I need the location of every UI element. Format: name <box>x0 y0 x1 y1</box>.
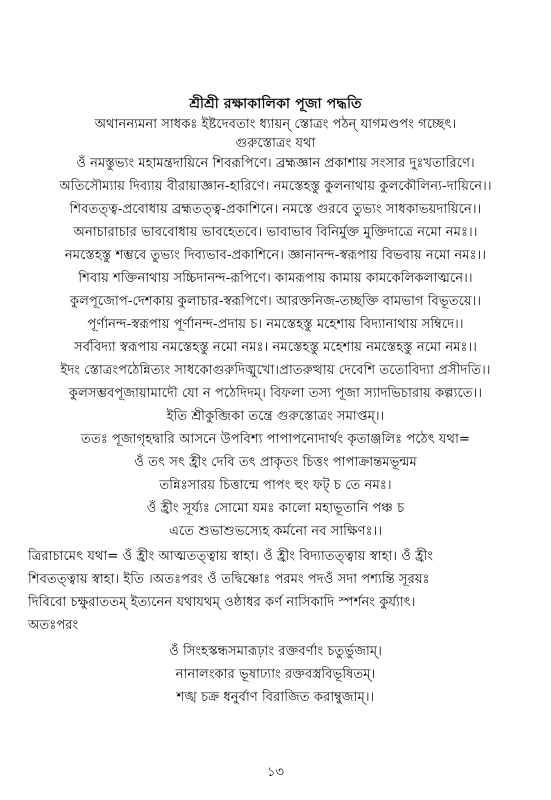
stotra-verse: কুলপূজোপ-দেশকায় কুলাচার-স্বরূপিণে। আরক্তনিজ-তচ্ছক্তি বামভাগ বিভূতয়ে।। <box>69 294 482 309</box>
stotra-verse: পূর্ণানন্দ-স্বরূপায় পূর্ণানন্দ-প্রদায় চ। নমস্তেহস্তু মহেশায় বিদ্যানাথায় সম্বিদে।। <box>87 317 464 332</box>
stotra-verse: শিবতত্ত্ব-প্রবোধায় ব্রহ্মতত্ত্ব-প্রকাশিনে। নমস্তে গুরবে তুভ্যং সাধকাভয়দায়িনে।। <box>69 202 482 217</box>
achamana-line: শিবতত্ত্বায় স্বাহা। ইতি ।অতঃপরং ওঁ তদ্বিষ্ণোঃ পরমং পদওঁ সদা পশ্যন্তি সূরয়ঃ <box>28 572 430 587</box>
asana-mantra-line: এতে শুভাশুভস্যেহ কর্মনো নব সাক্ষিণঃ।। <box>168 524 383 539</box>
stotra-verse: সর্ববিদ্যা স্বরূপায় নমস্তেহস্তু নমো নমঃ। নমস্তেহস্তু মহেশায় নমস্তেহস্তু নমো নমঃ।। <box>74 340 477 355</box>
page-number: ১৩ <box>267 765 284 780</box>
dhyana-line: শঙ্খ চক্র ধনুর্বাণ বিরাজিত করাম্বুজাম্।। <box>176 690 375 705</box>
stotra-verse: অনাচারাচার ভাববোধায় ভাবহেতবে। ভাবাভাব বিনির্মুক্ত মুক্তিদাত্রে নমো নমঃ।। <box>73 225 478 240</box>
stotra-verse: কুলসম্ভবপূজায়ামাদৌ যো ন পঠেদিদম্। বিফলা তস্য পূজা স্যাদভিচারায় কল্প্যতে।। <box>68 386 483 401</box>
asana-mantra-line: ওঁ হ্রীং সূর্য্যঃ সোমো যমঃ কালো মহাভূতানি পঞ্চ চ <box>146 501 405 516</box>
asana-mantra-line: ওঁ তৎ সৎ হ্রীং দেবি তৎ প্রাকৃতং চিত্তং পাপাক্রান্তমভূন্মম <box>134 455 417 470</box>
stotra-verse: শিবায় শক্তিনাথায় সচ্চিদানন্দ-রূপিণে। কামরূপায় কামায় কামকেলিকলাত্মনে।। <box>78 271 473 286</box>
dhyana-line: নানালংকার ভূষাঢ্যাং রক্তবস্ত্রবিভূষিতম্। <box>175 667 376 682</box>
achamana-line: ত্রিরাচামেৎ যথা= ওঁ হ্রীং আত্মতত্ত্বায় স্বাহা। ওঁ হ্রীং বিদ্যাতত্ত্বায় স্বাহা। ওঁ হ্রীং <box>28 549 434 564</box>
stotra-verse: নমস্তেহস্তু শম্ভবে তুভ্যং দিব্যভাব-প্রকাশিনে। জ্ঞানানন্দ-স্বরূপায় বিভবায় নমো নমঃ।। <box>64 248 487 263</box>
dhyana-line: ওঁ সিংহস্কন্ধসমারূঢ়াং রক্তবর্ণাং চতুর্ভুজাম্। <box>169 644 382 659</box>
asana-mantra-line: তন্নিঃসারয় চিত্তান্মে পাপং হুং ফট্ চ তে নমঃ। <box>159 478 392 493</box>
stotra-verse: ইদং স্তোত্রংপঠেন্নিত্যং সাধকোগুরুদিঙ্মুখো।প্রাতরুত্থায় দেবেশি ততোবিদ্যা প্রসীদতি।। <box>60 363 491 378</box>
stotra-verse: ওঁ নমস্তুভ্যং মহামন্ত্রদায়িনে শিবরূপিণে। ব্রহ্মজ্ঞান প্রকাশায় সংসার দুঃখতারিণে। <box>76 156 475 171</box>
stotra-heading: গুরুস্তোত্রং যথা <box>235 136 316 151</box>
page-title: শ্রীশ্রী রক্ষাকালিকা পূজা পদ্ধতি <box>189 96 362 112</box>
asana-instruction: ততঃ পূজাগৃহদ্বারি আসনে উপবিশ্য পাপাপনোদার্থং কৃতাঞ্জলিঃ পঠেৎ যথা= <box>81 432 470 447</box>
intro-line: অথানন্যমনা সাধকঃ ইষ্টদেবতাং ধ্যায়ন্ স্তোত্রং পঠন্ যাগমণ্ডপং গচ্ছেৎ। <box>94 117 457 132</box>
stotra-end: ইতি শ্রীকুব্জিকা তন্ত্রে গুরুস্তোত্রং সমাপ্তম্।। <box>166 409 385 424</box>
achamana-line: অতঃপরং <box>28 618 79 633</box>
stotra-verse: অতিসৌম্যায় দিব্যায় বীরায়াজ্ঞান-হারিণে। নমস্তেহস্তু কুলনাথায় কুলকৌলিন্য-দায়িনে।। <box>59 179 492 194</box>
achamana-line: দিবিবো চক্ষুরাততম্ ইত্যনেন যথাযথম্ ওষ্ঠাধর কর্ণ নাসিকাদি স্পর্শনং কুর্য্যাৎ। <box>28 595 416 610</box>
